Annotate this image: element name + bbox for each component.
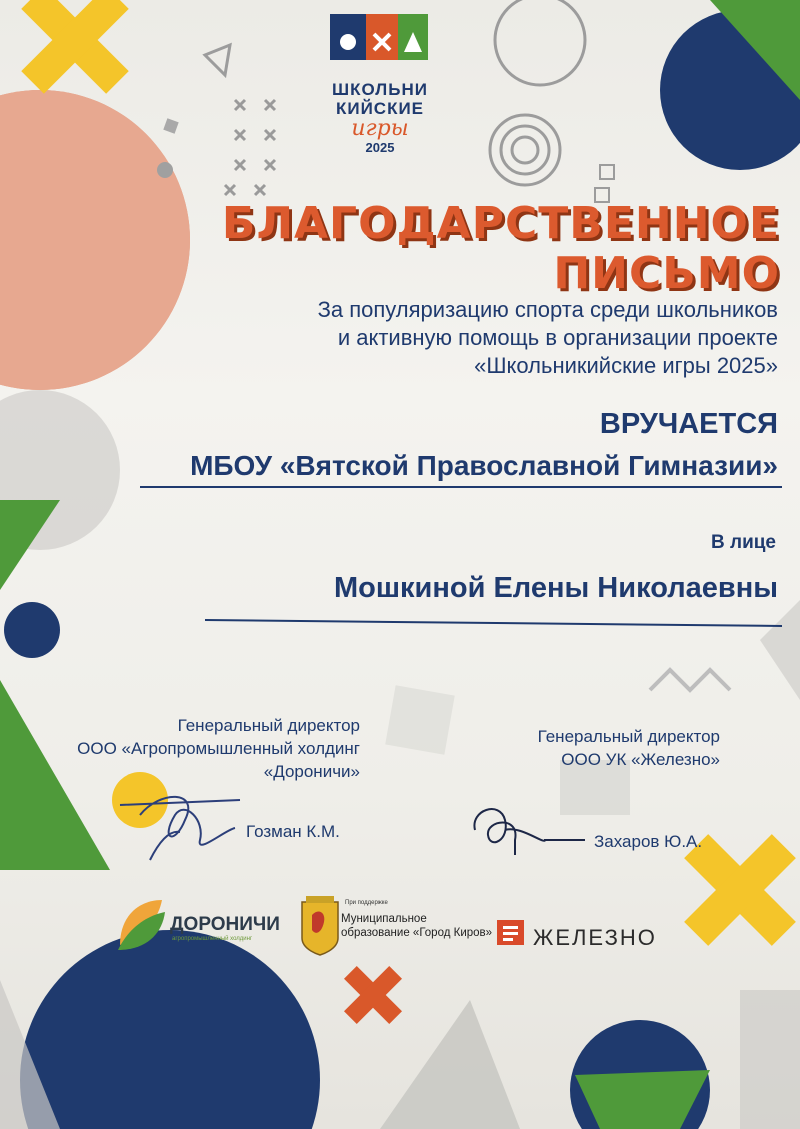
signatory-2-company: ООО УК «Железно» [561, 750, 720, 769]
doronichi-logo-subtitle: агропромышленный холдинг [172, 936, 253, 942]
signatory-1-title: Генеральный директор [177, 716, 360, 735]
reason-line-3: «Школьникийские игры 2025» [474, 353, 778, 378]
signatory-1-company-line-1: ООО «Агропромышленный холдинг [77, 739, 360, 758]
certificate-title-line-2: ПИСЬМО [553, 248, 780, 299]
grey-x-pattern [225, 100, 275, 195]
awarded-label: ВРУЧАЕТСЯ [599, 408, 778, 440]
concentric-circles [490, 115, 560, 185]
games-logo-text [300, 80, 460, 155]
zhelezno-logo-text: ЖЕЛЕЗНО [533, 925, 657, 950]
signatory-1-block [20, 714, 360, 783]
signatory-2-name: Захаров Ю.А. [594, 832, 703, 851]
logo-line-2: КИЙСКИЕ [335, 99, 425, 118]
reason-text [78, 296, 778, 380]
zhelezno-logo-icon [497, 920, 524, 945]
navy-circle-bottom [20, 930, 320, 1129]
reason-line-2: и активную помощь в организации проекте [337, 325, 778, 350]
yellow-cross-right [652, 802, 800, 977]
signatory-2-block [420, 725, 720, 771]
municipal-line-1: Муниципальное [341, 913, 427, 925]
municipal-line-2: образование «Город Киров» [341, 927, 493, 939]
certificate-title-line-1: БЛАГОДАРСТВЕННОЕ [221, 198, 780, 249]
kirov-coat-of-arms-icon [302, 896, 338, 955]
logo-line-3: игры [351, 116, 409, 141]
recipient-person: Мошкиной Елены Николаевны [333, 572, 778, 604]
signature-zakharov [474, 809, 585, 855]
reason-line-1: За популяризацию спорта среди школьников [317, 297, 778, 322]
signatory-2-title: Генеральный директор [537, 727, 720, 746]
recipient-organization: МБОУ «Вятской Православной Гимназии» [190, 450, 778, 481]
navy-dot-left [4, 602, 60, 658]
doronichi-logo-text: ДОРОНИЧИ [170, 914, 280, 935]
support-label: При поддержке [345, 900, 388, 906]
games-logo-icon [330, 14, 428, 60]
represented-by-label: В лице [711, 532, 776, 553]
signatory-1-name: Гозман К.М. [246, 822, 340, 841]
logo-year: 2025 [365, 140, 395, 155]
orange-cross-bottom [328, 950, 419, 1041]
signatory-1-company-line-2: «Дороничи» [263, 762, 360, 781]
logo-line-1: ШКОЛЬНИ [332, 80, 428, 99]
municipal-logo-text [341, 912, 492, 940]
